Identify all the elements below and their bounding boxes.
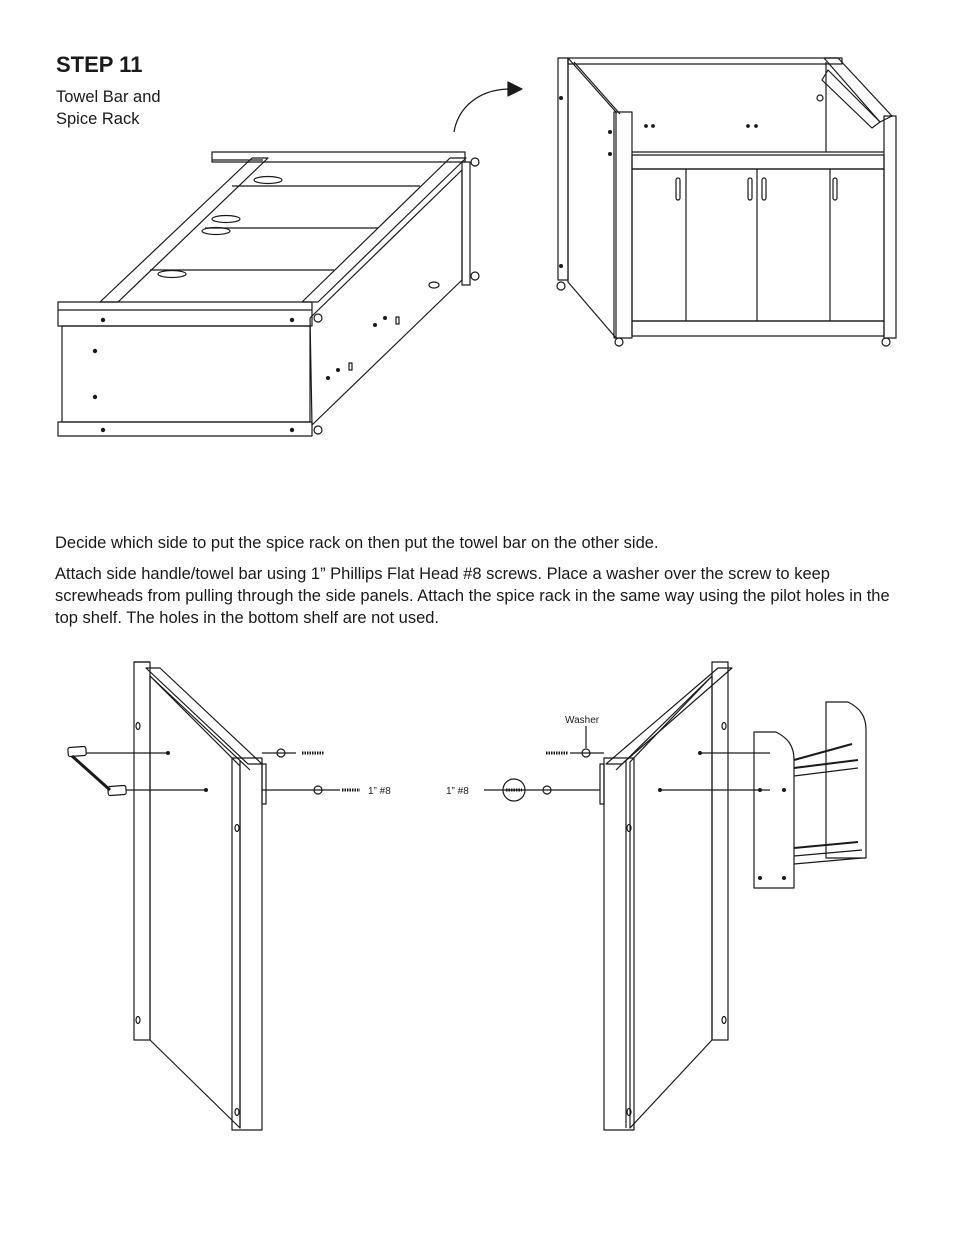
- screw-label-left: 1” #8: [368, 786, 391, 797]
- cabinet-on-back-illustration: [58, 82, 522, 436]
- spice-rack-side-panel-illustration: [484, 662, 866, 1130]
- step-subtitle-line1: Towel Bar and: [56, 88, 161, 106]
- instruction-paragraph-1: Decide which side to put the spice rack on then put the towel bar on the other side.: [55, 534, 659, 552]
- washer-label: Washer: [565, 715, 600, 726]
- step-subtitle-line2: Spice Rack: [56, 110, 140, 128]
- towel-bar-side-panel-illustration: [68, 662, 360, 1130]
- instruction-paragraph-2: Attach side handle/towel bar using 1” Phillips Flat Head #8 screws. Place a washer over the screw to keep screwheads from pulling through the side panels. Attach the spice rack in the same way using the pilot holes in the top shelf. The holes in the bottom shelf are not used.: [55, 565, 890, 627]
- cabinet-upright-illustration: [557, 58, 896, 346]
- instructions: [55, 532, 905, 638]
- screw-label-right: 1” #8: [446, 786, 469, 797]
- step-title: STEP 11: [56, 52, 143, 77]
